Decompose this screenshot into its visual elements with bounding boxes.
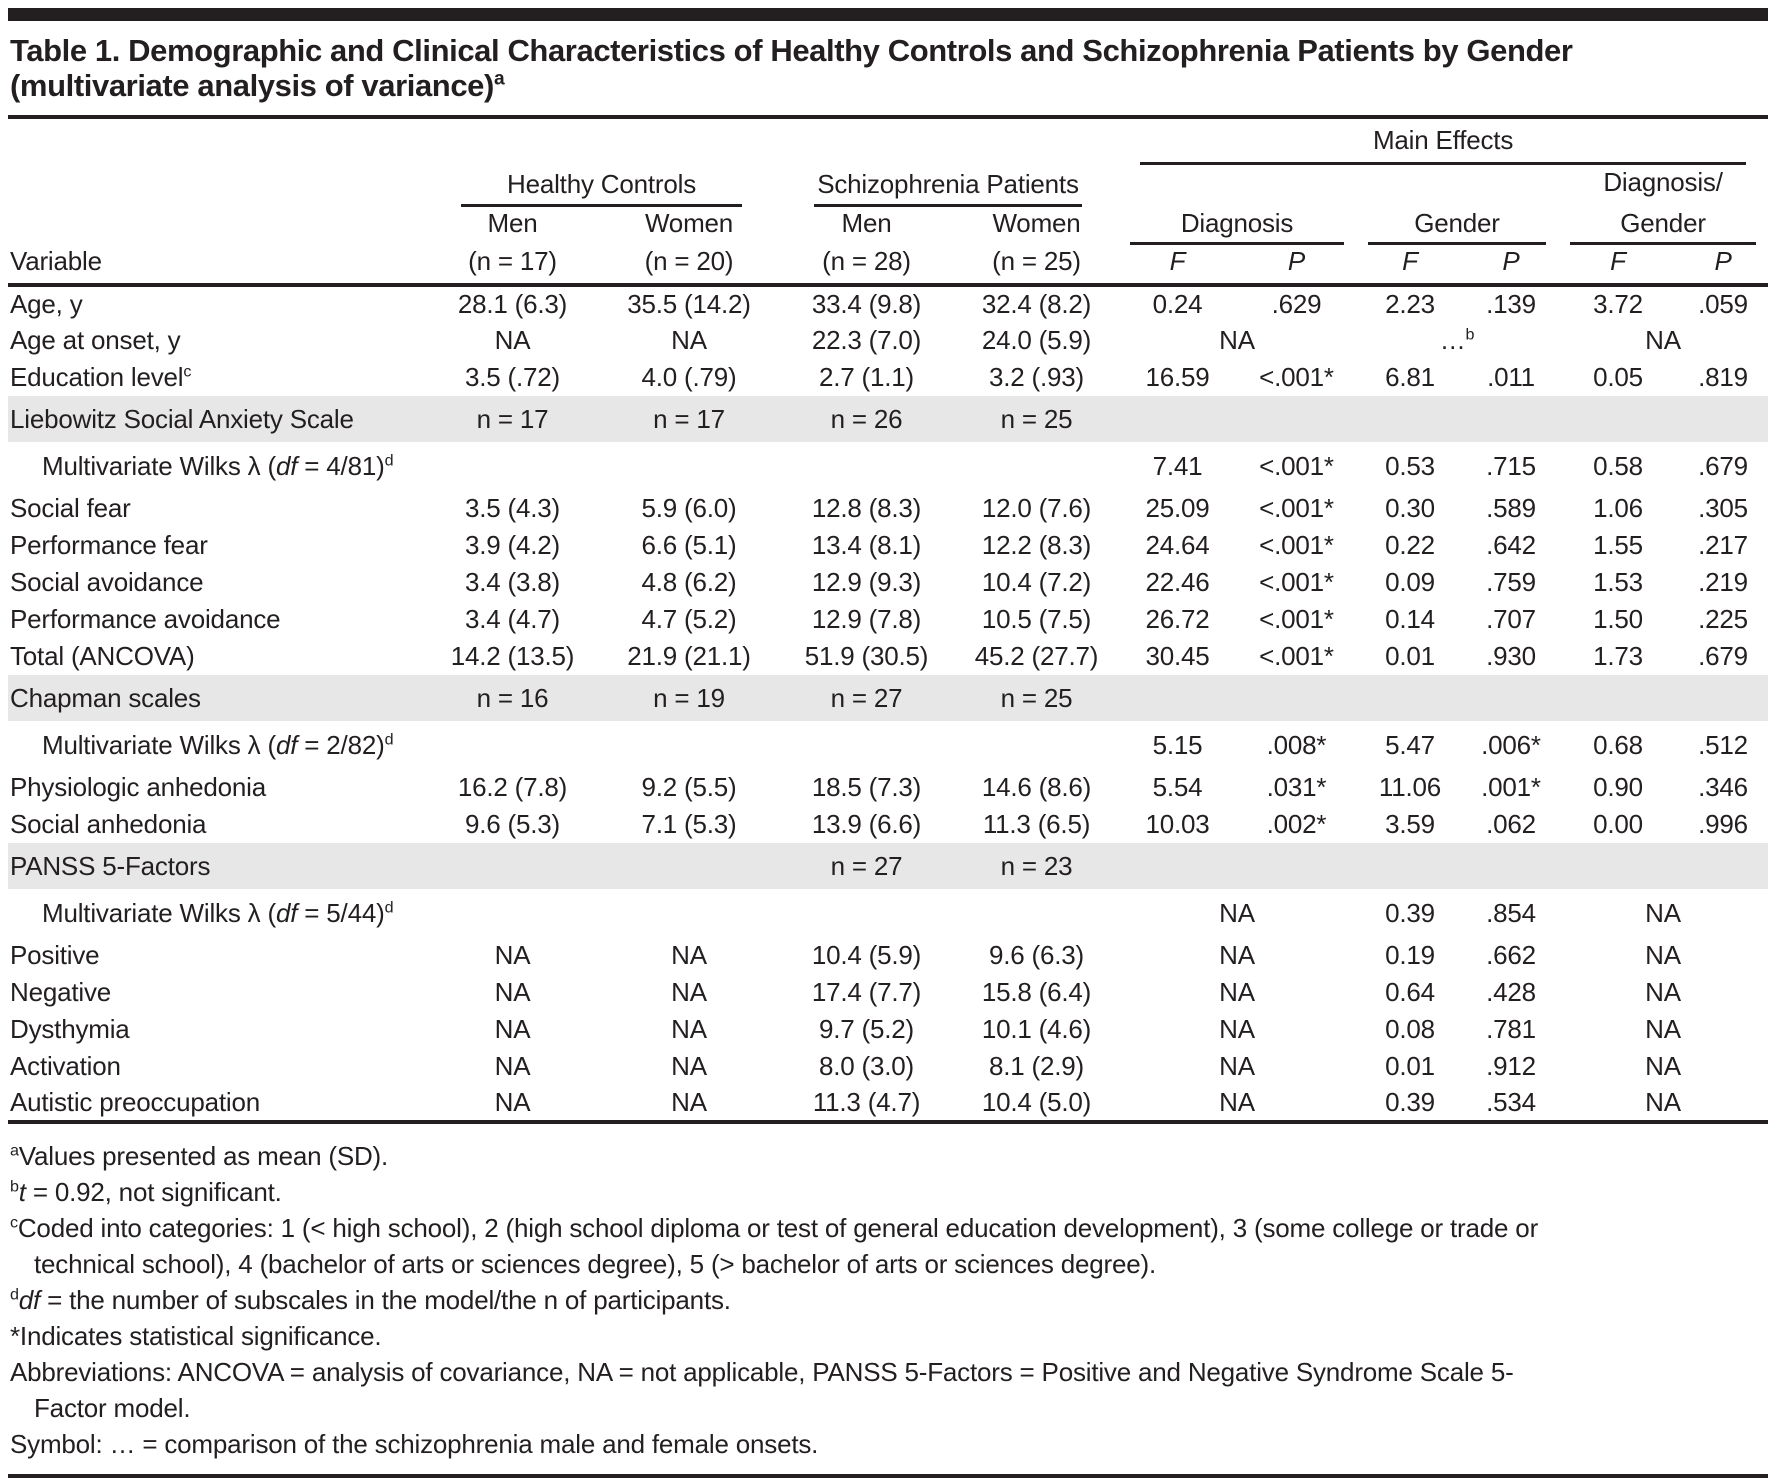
row-label: Education level$^c$ (10, 362, 192, 392)
healthy-controls-header: Healthy Controls (461, 169, 742, 207)
table-row-age (8, 285, 1768, 322)
dg-p-value: .217 (1698, 530, 1748, 560)
hc-men-value: NA (494, 1051, 531, 1081)
diagnosis-f-value: 7.41 (1152, 451, 1203, 481)
dg-p-value: .346 (1698, 772, 1748, 802)
table-row-dysthymia (8, 1011, 1768, 1048)
footnote-marker-d: d (384, 451, 394, 470)
section-row-panss (8, 843, 1768, 889)
row-label: Multivariate Wilks λ (df = 5/44)$^d$ (42, 898, 394, 928)
hc-men-value: NA (494, 977, 531, 1007)
hc-men-value: 3.9 (4.2) (464, 530, 561, 560)
footnote-d: $^d$df = the number of subscales in the model/the n of participants. (10, 1285, 731, 1315)
sp-men-value: 12.9 (7.8) (811, 604, 922, 634)
dg-p-value: .679 (1698, 451, 1748, 481)
empty-cell (8, 119, 1118, 165)
sp-women-header: Women (992, 208, 1081, 238)
gender-p-value: .589 (1486, 493, 1536, 523)
row-label: Social anhedonia (10, 809, 207, 839)
diagnosis-p-value: <.001* (1259, 493, 1334, 523)
row-label: Physiologic anhedonia (10, 772, 266, 802)
hc-women-value: 4.7 (5.2) (641, 604, 737, 634)
row-label: Age at onset, y (10, 325, 181, 355)
gender-p-value: .715 (1486, 451, 1536, 481)
schizophrenia-patients-header: Schizophrenia Patients (814, 169, 1082, 207)
hc-women-value: NA (671, 940, 707, 970)
diagnosis-na-value: NA (1118, 1085, 1356, 1122)
diagnosis-f-value: 24.64 (1145, 530, 1210, 560)
diagnosis-p-value: <.001* (1259, 604, 1334, 634)
sp-men-value: 8.0 (3.0) (818, 1051, 915, 1081)
gender-p-value: .062 (1486, 809, 1536, 839)
empty-cell (425, 721, 1118, 769)
hc-men-value: 3.4 (4.7) (464, 604, 561, 634)
dg-f-value: 1.06 (1593, 493, 1643, 523)
section-row-liebowitz (8, 396, 1768, 442)
sp-women-value: 9.6 (6.3) (988, 940, 1085, 970)
header-row-groups (8, 165, 1768, 207)
diagnosis-f-value: 5.54 (1152, 772, 1203, 802)
row-label: Autistic preoccupation (8, 1085, 425, 1122)
row-label: Social avoidance (10, 567, 204, 597)
gender-p-value: .854 (1486, 898, 1536, 928)
dg-f-value: 0.00 (1593, 809, 1643, 839)
dg-p-value: .512 (1698, 730, 1748, 760)
diagnosis-header: Diagnosis (1130, 208, 1344, 245)
diagnosis-f-header: F (1118, 245, 1237, 285)
sp-men-n: n = 27 (830, 850, 903, 881)
diagnosis-p-header: P (1237, 245, 1356, 285)
sp-women-value: 10.1 (4.6) (981, 1014, 1092, 1044)
sp-men-value: 17.4 (7.7) (811, 977, 922, 1007)
hc-women-n: n = 19 (653, 682, 725, 713)
hc-men-value: 28.1 (6.3) (457, 289, 568, 319)
gender-f-value: 0.64 (1385, 977, 1435, 1007)
hc-men-value: NA (494, 1014, 531, 1044)
top-black-bar (8, 8, 1768, 21)
section-label: Chapman scales (10, 682, 201, 713)
diagnosis-p-value: <.001* (1259, 567, 1334, 597)
gender-f-value: 6.81 (1385, 362, 1435, 392)
footnote-c: $^c$Coded into categories: 1 (< high school), 2 (high school diploma or test of general education development), 3 (some college or trade or technical school), 4 (bachelor of arts or sciences degree), 5 (> bachelor of arts or sciences degree). (10, 1213, 1539, 1279)
diagnosis-gender-header-line2-cell (1558, 207, 1768, 245)
sp-men-value: 13.9 (6.6) (811, 809, 922, 839)
main-effects-header-cell (1118, 119, 1768, 165)
sp-men-n-header: (n = 28) (778, 245, 955, 285)
row-label: Total (ANCOVA) (10, 641, 195, 671)
hc-men-value: NA (494, 325, 531, 355)
table-row-performance-fear (8, 527, 1768, 564)
dg-na-value: NA (1558, 1085, 1768, 1122)
row-label: Activation (10, 1051, 121, 1081)
sp-men-value: 51.9 (30.5) (804, 641, 929, 671)
empty-cell (425, 442, 1118, 490)
footnote-marker-b: b (1465, 325, 1475, 344)
empty-cell (1118, 396, 1768, 442)
table-row-activation (8, 1048, 1768, 1085)
sp-men-value: 11.3 (4.7) (778, 1085, 955, 1122)
dg-f-value: 1.50 (1593, 604, 1643, 634)
gender-p-value: .930 (1486, 641, 1536, 671)
dg-p-value: .219 (1698, 567, 1748, 597)
table-title (10, 33, 1768, 103)
gender-p-value: .912 (1486, 1051, 1536, 1081)
sp-men-n: n = 27 (830, 682, 903, 713)
gender-f-header: F (1356, 245, 1464, 285)
bottom-rule (8, 1474, 1768, 1478)
table-row-education-level (8, 359, 1768, 396)
sp-men-value: 10.4 (5.9) (811, 940, 922, 970)
sp-women-value: 8.1 (2.9) (988, 1051, 1085, 1081)
diagnosis-gender-header-line1: Diagnosis/ (1603, 167, 1723, 197)
gender-p-value: .428 (1486, 977, 1536, 1007)
schizophrenia-patients-header-cell (778, 165, 1118, 207)
table-row-wilks-panss (8, 889, 1768, 937)
sp-men-value: 33.4 (9.8) (811, 289, 922, 319)
hc-women-header: Women (644, 208, 734, 238)
row-label: Positive (10, 940, 100, 970)
dg-p-header: P (1678, 245, 1768, 285)
diagnosis-na-value: NA (1219, 940, 1255, 970)
sp-women-value: 12.0 (7.6) (981, 493, 1092, 523)
diagnosis-p-value: <.001* (1259, 530, 1334, 560)
empty-cell (425, 843, 600, 889)
dg-na-value: NA (1645, 977, 1681, 1007)
hc-men-value: 9.6 (5.3) (464, 809, 561, 839)
dg-f-value: 1.73 (1593, 641, 1643, 671)
gender-f-value: 0.39 (1356, 1085, 1464, 1122)
diagnosis-p-value: .008* (1266, 730, 1327, 760)
dg-f-value: 0.68 (1593, 730, 1643, 760)
gender-header-cell (1356, 207, 1558, 245)
footnote-symbol: Symbol: … = comparison of the schizophrenia male and female onsets. (10, 1429, 819, 1459)
row-label: Dysthymia (10, 1014, 130, 1044)
hc-women-n: n = 17 (653, 403, 725, 434)
diagnosis-f-value: 10.03 (1145, 809, 1210, 839)
table-row-social-anhedonia (8, 806, 1768, 843)
gender-p-value: .139 (1486, 289, 1536, 319)
gender-p-value: .662 (1486, 940, 1536, 970)
gender-p-value: .001* (1481, 772, 1541, 802)
dg-na-value: NA (1645, 898, 1681, 928)
diagnosis-na-value: NA (1219, 1051, 1255, 1081)
header-row-columns (8, 245, 1768, 285)
diagnosis-p-value: <.001* (1259, 451, 1334, 481)
section-label: PANSS 5-Factors (10, 850, 211, 881)
diagnosis-f-value: 16.59 (1145, 362, 1210, 392)
sp-men-n: n = 26 (830, 403, 903, 434)
diagnosis-f-value: 25.09 (1145, 493, 1210, 523)
sp-women-value: 24.0 (5.9) (981, 325, 1092, 355)
diagnosis-f-value: 26.72 (1145, 604, 1210, 634)
sp-women-value: 10.4 (7.2) (981, 567, 1092, 597)
dg-f-value: 0.58 (1593, 451, 1643, 481)
table-row-age-at-onset (8, 322, 1768, 359)
gender-p-value: .642 (1486, 530, 1536, 560)
table-row-negative (8, 974, 1768, 1011)
sp-women-value: 10.5 (7.5) (981, 604, 1092, 634)
hc-women-value: 5.9 (6.0) (641, 493, 737, 523)
gender-p-value: .011 (1487, 362, 1535, 392)
dg-f-value: 0.05 (1593, 362, 1643, 392)
table-row-physiologic-anhedonia (8, 769, 1768, 806)
sp-women-value: 45.2 (27.7) (974, 641, 1099, 671)
dg-na-value: NA (1645, 940, 1681, 970)
sp-men-value: 18.5 (7.3) (811, 772, 922, 802)
gender-f-value: 0.53 (1385, 451, 1435, 481)
diagnosis-header-cell (1118, 207, 1356, 245)
empty-cell (1118, 165, 1356, 207)
gender-p-value: .707 (1486, 604, 1536, 634)
diagnosis-f-value: 0.24 (1152, 289, 1203, 319)
dg-p-value: .819 (1698, 362, 1748, 392)
diagnosis-f-value: 5.15 (1152, 730, 1203, 760)
sp-women-n: n = 25 (1000, 403, 1073, 434)
footnote-marker-c: c (183, 362, 192, 381)
empty-cell (600, 843, 778, 889)
diagnosis-na-value: NA (1219, 325, 1255, 355)
sp-men-value: 22.3 (7.0) (811, 325, 922, 355)
gender-p-value: .006* (1481, 730, 1541, 760)
footnote-abbreviations: Abbreviations: ANCOVA = analysis of covariance, NA = not applicable, PANSS 5-Factors = Positive and Negative Syndrome Scale 5-Factor model. (10, 1357, 1514, 1423)
header-row-main-effects (8, 119, 1768, 165)
hc-men-value: 3.5 (.72) (464, 362, 561, 392)
gender-f-value: 0.08 (1385, 1014, 1435, 1044)
diagnosis-p-value: .031* (1266, 772, 1327, 802)
gender-f-value: 0.01 (1385, 641, 1435, 671)
sp-women-value: 12.2 (8.3) (981, 530, 1092, 560)
sp-women-n-header: (n = 25) (955, 245, 1118, 285)
dg-p-value: .679 (1698, 641, 1748, 671)
gender-f-value: 11.06 (1378, 772, 1442, 802)
sp-women-n: n = 23 (1000, 850, 1073, 881)
hc-men-value: NA (425, 1085, 600, 1122)
hc-men-n: n = 16 (476, 682, 549, 713)
gender-f-value: 0.39 (1385, 898, 1435, 928)
diagnosis-f-value: 30.45 (1145, 641, 1210, 671)
row-label: Multivariate Wilks λ (df = 2/82)$^d$ (42, 730, 394, 760)
hc-women-value: 7.1 (5.3) (641, 809, 737, 839)
empty-cell (425, 889, 1118, 937)
diagnosis-gender-header-line2: Gender (1570, 208, 1756, 245)
diagnosis-na-value: NA (1219, 977, 1255, 1007)
table-row-autistic-preoccupation (8, 1085, 1768, 1122)
sp-women-n: n = 25 (1000, 682, 1073, 713)
sp-women-value: 15.8 (6.4) (981, 977, 1092, 1007)
hc-women-n-header: (n = 20) (600, 245, 778, 285)
sp-men-value: 12.8 (8.3) (811, 493, 922, 523)
sp-men-header: Men (841, 208, 892, 238)
hc-men-n: n = 17 (476, 403, 549, 434)
hc-women-value: 6.6 (5.1) (641, 530, 737, 560)
dg-f-value: 1.55 (1593, 530, 1643, 560)
hc-women-value: NA (671, 1014, 707, 1044)
gender-f-value: 0.22 (1385, 530, 1435, 560)
hc-women-value: 4.8 (6.2) (641, 567, 737, 597)
footnote-b: $^b$t = 0.92, not significant. (10, 1177, 282, 1207)
healthy-controls-header-cell (425, 165, 778, 207)
table-title-line1: Table 1. Demographic and Clinical Characteristics of Healthy Controls and Schizophrenia Patients by Gender (10, 33, 1573, 68)
hc-men-n-header: (n = 17) (425, 245, 600, 285)
diagnosis-p-value: .002* (1266, 809, 1327, 839)
gender-f-value: 0.19 (1385, 940, 1435, 970)
gender-p-value: .781 (1486, 1014, 1536, 1044)
sp-men-value: 13.4 (8.1) (811, 530, 922, 560)
table-row-wilks-lsas (8, 442, 1768, 490)
dg-f-header: F (1558, 245, 1678, 285)
sp-women-value: 32.4 (8.2) (981, 289, 1092, 319)
hc-women-value: 9.2 (5.5) (641, 772, 737, 802)
footnote-marker-d: d (384, 730, 394, 749)
dg-na-value: NA (1645, 1014, 1681, 1044)
row-label: Performance avoidance (10, 604, 281, 634)
footnote-a: $^a$Values presented as mean (SD). (10, 1141, 389, 1171)
table-row-total-ancova (8, 638, 1768, 675)
main-effects-header: Main Effects (1140, 125, 1746, 165)
footnote-marker-d: d (384, 898, 394, 917)
gender-f-value: 2.23 (1385, 289, 1435, 319)
header-row-subgroups (8, 207, 1768, 245)
empty-cell (8, 207, 425, 245)
section-label: Liebowitz Social Anxiety Scale (10, 403, 354, 434)
diagnosis-f-value: 22.46 (1145, 567, 1210, 597)
gender-header: Gender (1368, 208, 1546, 245)
empty-cell (1118, 843, 1768, 889)
hc-men-value: NA (494, 940, 531, 970)
sp-women-value: 3.2 (.93) (988, 362, 1085, 392)
diagnosis-p-value: .629 (1271, 289, 1322, 319)
gender-f-value: 0.30 (1385, 493, 1435, 523)
empty-cell (1118, 675, 1768, 721)
dg-p-value: .996 (1698, 809, 1748, 839)
hc-women-value: 4.0 (.79) (641, 362, 737, 392)
empty-cell (8, 165, 425, 207)
hc-women-value: 35.5 (14.2) (627, 289, 751, 319)
title-footnote-marker: a (493, 68, 505, 90)
gender-f-value: 0.09 (1385, 567, 1435, 597)
sp-men-value: 9.7 (5.2) (818, 1014, 915, 1044)
gender-f-value: 0.01 (1385, 1051, 1435, 1081)
dg-p-value: .305 (1698, 493, 1748, 523)
gender-p-value: .759 (1486, 567, 1536, 597)
table-row-positive (8, 937, 1768, 974)
sp-men-value: 12.9 (9.3) (811, 567, 922, 597)
diagnosis-na-value: NA (1219, 1014, 1255, 1044)
hc-men-header: Men (487, 208, 538, 238)
dg-f-value: 0.90 (1593, 772, 1643, 802)
row-label: Multivariate Wilks λ (df = 4/81)$^d$ (42, 451, 394, 481)
hc-men-value: 14.2 (13.5) (450, 641, 575, 671)
table-footnotes (8, 1124, 1768, 1462)
table-row-wilks-chapman (8, 721, 1768, 769)
section-row-chapman (8, 675, 1768, 721)
gender-p-value: .534 (1464, 1085, 1558, 1122)
gender-f-value: 0.14 (1385, 604, 1435, 634)
hc-men-value: 16.2 (7.8) (457, 772, 568, 802)
table-row-social-fear (8, 490, 1768, 527)
sp-women-value: 11.3 (6.5) (982, 809, 1091, 839)
table-row-social-avoidance (8, 564, 1768, 601)
gender-note-value: …$^b$ (1439, 325, 1475, 355)
diagnosis-p-value: <.001* (1259, 641, 1334, 671)
hc-women-value: NA (671, 325, 707, 355)
hc-men-value: 3.5 (4.3) (464, 493, 561, 523)
dg-f-value: 3.72 (1593, 289, 1643, 319)
row-label: Negative (10, 977, 112, 1007)
sp-women-value: 10.4 (5.0) (955, 1085, 1118, 1122)
variable-column-header: Variable (8, 245, 425, 285)
dg-na-value: NA (1645, 1051, 1681, 1081)
dg-f-value: 1.53 (1593, 567, 1643, 597)
dg-na-value: NA (1645, 325, 1681, 355)
hc-women-value: 21.9 (21.1) (627, 641, 751, 671)
diagnosis-na-value: NA (1219, 898, 1255, 928)
row-label: Social fear (10, 493, 131, 523)
hc-women-value: NA (671, 1051, 707, 1081)
gender-f-value: 5.47 (1385, 730, 1435, 760)
hc-men-value: 3.4 (3.8) (464, 567, 561, 597)
dg-p-value: .225 (1698, 604, 1748, 634)
gender-f-value: 3.59 (1385, 809, 1435, 839)
sp-men-value: 2.7 (1.1) (818, 362, 915, 392)
table-title-line2: (multivariate analysis of variance)$^a$ (10, 68, 505, 103)
footnote-significance: *Indicates statistical significance. (10, 1321, 382, 1351)
row-label: Age, y (10, 289, 83, 319)
hc-women-value: NA (671, 977, 707, 1007)
table-row-performance-avoidance (8, 601, 1768, 638)
dg-p-value: .059 (1698, 289, 1748, 319)
hc-women-value: NA (600, 1085, 778, 1122)
sp-women-value: 14.6 (8.6) (981, 772, 1092, 802)
gender-p-header: P (1464, 245, 1558, 285)
empty-cell (1356, 165, 1558, 207)
demographics-table (8, 119, 1768, 1124)
diagnosis-p-value: <.001* (1259, 362, 1334, 392)
row-label: Performance fear (10, 530, 208, 560)
